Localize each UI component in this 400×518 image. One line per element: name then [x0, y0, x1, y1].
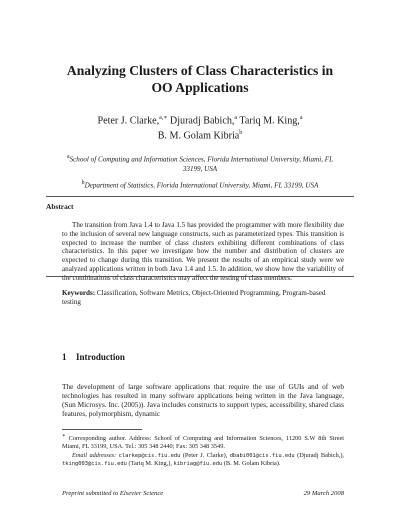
email-link-3[interactable]: tking003@cis.fiu.edu	[62, 460, 127, 467]
author-1-mark: a,∗	[159, 115, 168, 121]
email-owner-2: (Djuradj Babich,),	[297, 451, 344, 459]
email-label: Email addresses:	[72, 451, 117, 459]
email-link-1[interactable]: clarkep@cis.fiu.edu	[118, 452, 181, 459]
email-link-4[interactable]: kibriag@fiu.edu	[173, 460, 223, 467]
affiliation-a-mark: a	[66, 154, 70, 160]
author-1: Peter J. Clarke,	[97, 115, 160, 127]
email-link-2[interactable]: dbabi001@cis.fiu.edu	[229, 452, 295, 459]
section-heading	[62, 352, 125, 362]
affiliation-b-mark: b	[81, 180, 85, 186]
author-4-mark: b	[239, 130, 243, 137]
footer-date: 29 March 2008	[303, 490, 344, 497]
affiliation-a	[64, 153, 336, 174]
author-list	[60, 112, 340, 143]
abstract-bottom-rule	[46, 276, 354, 277]
author-2: Djuradj Babich,	[169, 115, 235, 127]
paper-title	[40, 62, 360, 96]
footnote	[62, 432, 344, 468]
abstract-body: The transition from Java 1.4 to Java 1.5 has provided the programmer with more flexibility due to the inclusion of several new language constructs, such as parameterized types. This transition is expected to increase the number of class clusters exhibiting different combinations of class characteristics. In this paper we investigate how the number and distribution of clusters are expected to change during this transition. We present the results of an empirical study were we analyzed applications written in both Java 1.4 and 1.5. In addition, we show how the variability of the combinations of class characteristics may affect the testing of class members.	[62, 221, 344, 282]
affiliation-b	[64, 179, 336, 191]
footnote-rule	[62, 429, 142, 430]
section-title: Introduction	[76, 352, 125, 362]
keywords	[62, 289, 344, 307]
title-line-1: Analyzing Clusters of Class Characteristics in	[66, 63, 334, 78]
author-2-mark: a	[234, 115, 238, 121]
author-3-mark: a	[299, 115, 303, 121]
footer-preprint-note: Preprint submitted to Elsevier Science	[62, 490, 164, 497]
intro-paragraph: The development of large software applications that require the use of GUIs and of web technologies has resulted in many software applications being written in the Java language, (Sun Microsys. Inc. (2005)). Java includes constructs to support types, accessibility, shared class features, polymorphism, dynamic	[62, 382, 344, 419]
email-owner-4: (B. M. Golam Kibria).	[223, 459, 281, 467]
footnote-mark: ∗	[62, 433, 66, 439]
abstract-top-rule	[46, 196, 354, 197]
footnote-text: Corresponding author. Address: School of Computing and Information Sciences, 11200 S.W 8th Street Miami, FL 33199, USA. Tel.: 305 348 2440; Fax: 305 348 3549.	[62, 435, 345, 451]
affiliation-b-text: Department of Statistics, Florida International University, Miami, FL 33199, USA	[84, 181, 319, 190]
section-number: 1	[62, 352, 67, 362]
title-line-2: OO Applications	[151, 80, 249, 95]
keywords-text: Classification, Software Metrics, Object-Oriented Programming, Program-based testing	[62, 289, 326, 306]
author-3: Tariq M. King,	[239, 115, 300, 127]
email-owner-3: (Tariq M. King,),	[128, 459, 172, 467]
email-owner-1: (Peter J. Clarke),	[182, 451, 228, 459]
author-4: B. M. Golam Kibria	[157, 130, 240, 142]
abstract-heading: Abstract	[46, 202, 74, 211]
keywords-label: Keywords:	[62, 289, 96, 297]
affiliation-a-text: School of Computing and Information Sciences, Florida International University, Miami, FL 33199, USA	[69, 155, 334, 173]
